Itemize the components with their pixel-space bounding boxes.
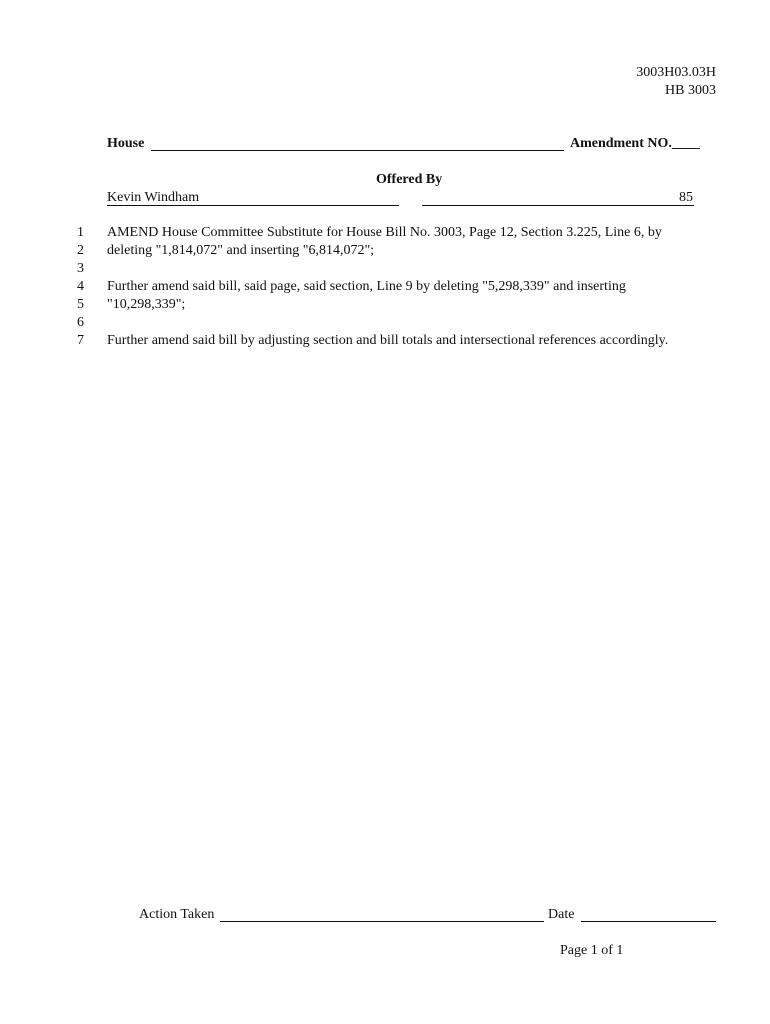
date-label: Date: [548, 907, 575, 922]
body-line: deleting "1,814,072" and inserting "6,814,072";: [107, 243, 375, 258]
house-blank-line: [151, 150, 564, 151]
bill-number: HB 3003: [665, 83, 716, 98]
line-number: 5: [77, 297, 84, 312]
line-number: 4: [77, 279, 84, 294]
page-number: Page 1 of 1: [560, 943, 624, 958]
line-number: 6: [77, 315, 84, 330]
district-line: [422, 205, 694, 206]
body-line: Further amend said bill by adjusting section and bill totals and intersectional references accordingly.: [107, 333, 669, 348]
sponsor-line: [107, 205, 399, 206]
line-number: 2: [77, 243, 84, 258]
amendment-number-label: Amendment NO.____: [570, 136, 700, 151]
date-line: [581, 921, 716, 922]
body-line: "10,298,339";: [107, 297, 186, 312]
line-number: 1: [77, 225, 84, 240]
chamber-label: House: [107, 136, 145, 151]
district-number: 85: [679, 190, 693, 205]
document-code: 3003H03.03H: [636, 65, 716, 80]
sponsor-name: Kevin Windham: [107, 190, 200, 205]
line-number: 3: [77, 261, 84, 276]
body-line: AMEND House Committee Substitute for House Bill No. 3003, Page 12, Section 3.225, Line 6, by: [107, 225, 662, 240]
line-number: 7: [77, 333, 84, 348]
offered-by-label: Offered By: [376, 172, 443, 187]
action-taken-line: [220, 921, 544, 922]
action-taken-label: Action Taken: [139, 907, 215, 922]
body-line: Further amend said bill, said page, said section, Line 9 by deleting "5,298,339" and inserting: [107, 279, 626, 294]
